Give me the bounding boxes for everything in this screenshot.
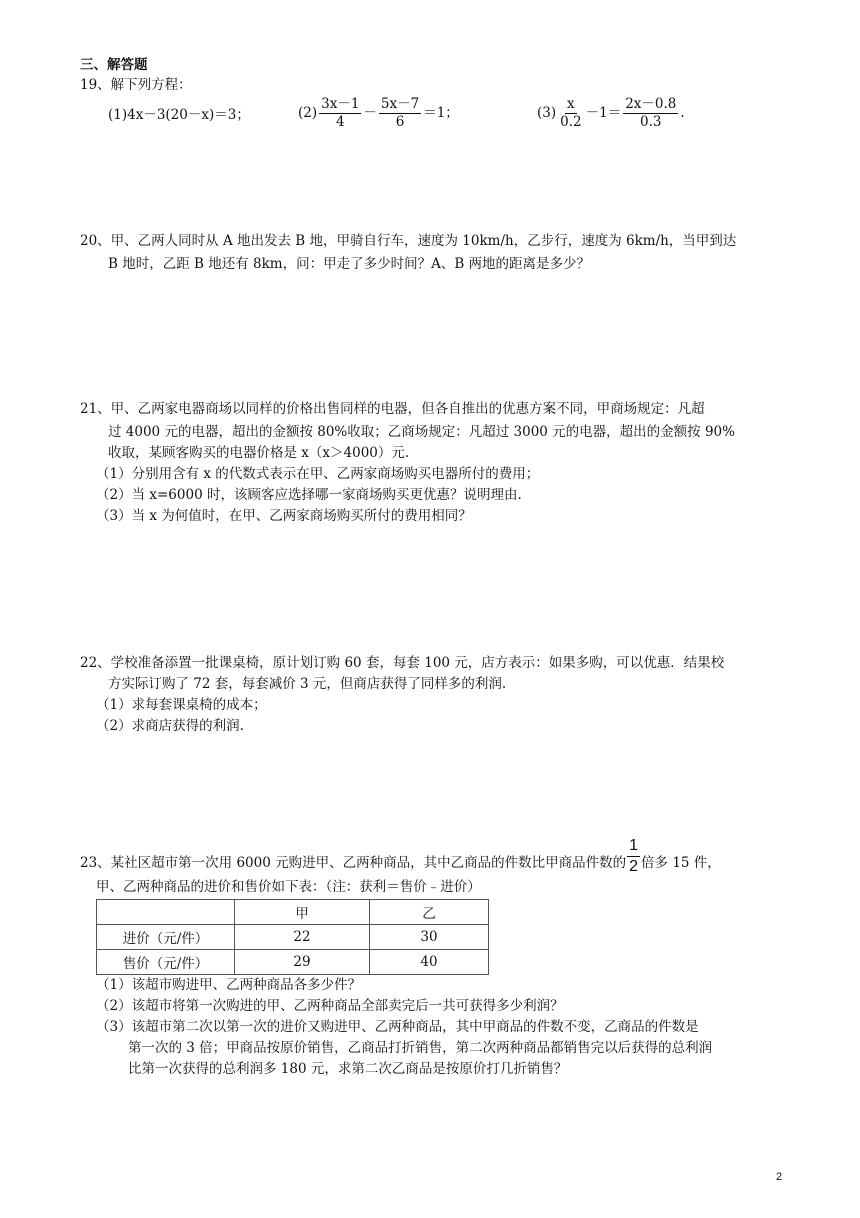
table-cell: 乙 — [370, 900, 489, 925]
table-cell: 甲 — [235, 900, 370, 925]
q22-line-2: 方实际订购了 72 套，每套减价 3 元，但商店获得了同样多的利润. — [108, 676, 507, 692]
eq3-fraction-1 — [558, 96, 583, 131]
eq2-label: (2) — [298, 105, 318, 122]
table-cell: 40 — [370, 950, 489, 975]
fraction-denominator: 0.2 — [560, 113, 582, 130]
eq3-end: . — [680, 105, 685, 122]
fraction-numerator: 1 — [627, 836, 640, 857]
q21-sub-2: （2）当 x=6000 时，该顾客应选择哪一家商场购买更优惠？说明理由. — [96, 487, 522, 503]
fraction-numerator: 3x－1 — [321, 96, 360, 112]
table-cell: 22 — [235, 925, 370, 950]
q21-line-3: 收取，某顾客购买的电器价格是 x（x＞4000）元. — [108, 445, 410, 461]
q22-sub-2: （2）求商店获得的利润. — [96, 718, 244, 734]
half-fraction — [627, 836, 640, 877]
q22-line-1: 22、学校准备添置一批课桌椅，原计划订购 60 套，每套 100 元，店方表示：如果多购，可以优惠．结果校 — [80, 655, 725, 671]
q19-stem: 19、解下列方程： — [80, 77, 192, 93]
q23-sub-3-line-3: 比第一次获得的总利润多 180 元，求第二次乙商品是按原价打几折销售？ — [128, 1061, 568, 1077]
q19-equation-1: (1)4x－3(20－x)＝3； — [108, 107, 250, 123]
q23-sub-2: （2）该超市将第一次购进的甲、乙两种商品全部卖完后一共可获得多少利润？ — [96, 998, 564, 1014]
section-title: 三、解答题 — [80, 57, 148, 73]
fraction-numerator: 5x－7 — [380, 96, 420, 112]
table-cell: 30 — [370, 925, 489, 950]
q23-line-2: 甲、乙两种商品的进价和售价如下表：（注：获利＝售价﹣进价） — [96, 879, 481, 895]
table-cell: 进价（元/件） — [97, 925, 235, 950]
q23-sub-3-line-1: （3）该超市第二次以第一次的进价又购进甲、乙两种商品，其中甲商品的件数不变，乙商品的件数是 — [96, 1019, 699, 1035]
table-cell — [97, 900, 235, 925]
q19-equation-2 — [298, 96, 459, 131]
page-number: 2 — [776, 1171, 783, 1183]
q23-line-1 — [80, 837, 721, 877]
eq2-fraction-1 — [319, 96, 361, 131]
eq2-minus: － — [363, 105, 377, 122]
q21-line-1: 21、甲、乙两家电器商场以同样的价格出售同样的电器，但各自推出的优惠方案不同，甲商场规定：凡超 — [80, 401, 705, 417]
eq3-middle: －1＝ — [585, 105, 622, 122]
q20-line-2: B 地时，乙距 B 地还有 8km，问：甲走了多少时间？A、B 两地的距离是多少？ — [108, 256, 591, 272]
eq2-fraction-2 — [379, 96, 421, 131]
table-cell: 29 — [235, 950, 370, 975]
table-row — [97, 925, 489, 950]
eq2-rhs: ＝1； — [423, 105, 459, 122]
q21-line-2: 过 4000 元的电器，超出的金额按 80%收取；乙商场规定：凡超过 3000 元的电器，超出的金额按 90% — [108, 424, 735, 440]
table-header-row — [97, 900, 489, 925]
eq3-label: (3) — [537, 105, 557, 122]
price-table — [96, 899, 489, 975]
q23-sub-1: （1）该超市购进甲、乙两种商品各多少件？ — [96, 977, 362, 993]
fraction-numerator: 2x－0.8 — [625, 96, 677, 112]
q19-equation-3 — [537, 96, 685, 131]
q21-sub-3: （3）当 x 为何值时，在甲、乙两家商场购买所付的费用相同？ — [96, 508, 472, 524]
q23-sub-3-line-2: 第一次的 3 倍；甲商品按原价销售，乙商品打折销售，第二次两种商品都销售完以后获得的总利润 — [128, 1040, 713, 1056]
fraction-denominator: 4 — [335, 113, 345, 130]
q22-sub-1: （1）求每套课桌椅的成本； — [96, 697, 267, 713]
eq3-fraction-2 — [623, 96, 678, 131]
fraction-denominator: 0.3 — [640, 113, 662, 130]
fraction-denominator: 6 — [395, 113, 405, 130]
fraction-denominator: 2 — [629, 858, 639, 875]
q21-sub-1: （1）分别用含有 x 的代数式表示在甲、乙两家商场购买电器所付的费用； — [96, 466, 540, 482]
q23-line-1-text: 23、某社区超市第一次用 6000 元购进甲、乙两种商品，其中乙商品的件数比甲商品件数的 — [80, 855, 627, 871]
q23-line-1-tail: 倍多 15 件， — [641, 855, 721, 871]
fraction-numerator: x — [567, 96, 575, 112]
q20-line-1: 20、甲、乙两人同时从 A 地出发去 B 地，甲骑自行车，速度为 10km/h，乙步行，速度为 6km/h，当甲到达 — [80, 233, 737, 249]
table-cell: 售价（元/件） — [97, 950, 235, 975]
table-row — [97, 950, 489, 975]
